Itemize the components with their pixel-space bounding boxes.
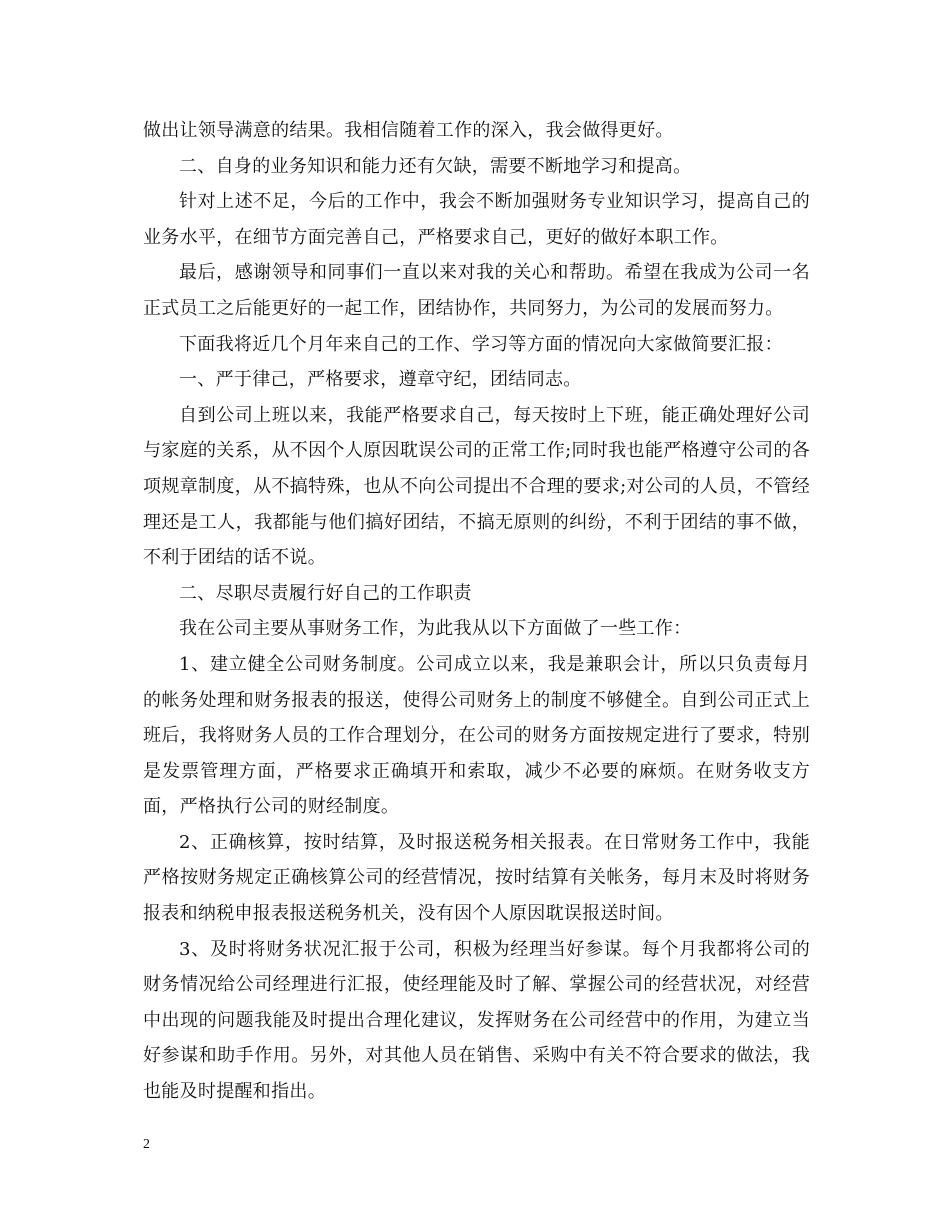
paragraph: 针对上述不足，今后的工作中，我会不断加强财务专业知识学习，提高自己的业务水平，在细节方面完善自己，严格要求自己，更好的做好本职工作。 xyxy=(143,191,810,248)
list-item: 1、建立健全公司财务制度。公司成立以来，我是兼职会计，所以只负责每月的帐务处理和财务报表的报送，使得公司财务上的制度不够健全。自到公司正式上班后，我将财务人员的工作合理划分，在公司的财务方面按规定进行了要求，特别是发票管理方面，严格要求正确填开和索取，减少不必要的麻烦。在财务收支方面，严格执行公司的财经制度。 xyxy=(143,653,810,818)
paragraph: 做出让领导满意的结果。我相信随着工作的深入，我会做得更好。 xyxy=(143,120,674,141)
document-body xyxy=(143,113,810,1110)
paragraph: 二、自身的业务知识和能力还有欠缺，需要不断地学习和提高。 xyxy=(179,155,692,177)
paragraph: 自到公司上班以来，我能严格要求自己，每天按时上下班，能正确处理好公司与家庭的关系，从不因个人原因耽误公司的正常工作;同时我也能严格遵守公司的各项规章制度，从不搞特殊，也从不向公司提出不合理的要求;对公司的人员，不管经理还是工人，我都能与他们搞好团结，不搞无原则的纠纷，不利于团结的事不做，不利于团结的话不说。 xyxy=(143,404,810,569)
paragraph: 下面我将近几个月年来自己的工作、学习等方面的情况向大家做简要汇报： xyxy=(179,333,783,355)
section-heading: 二、尽职尽责履行好自己的工作职责 xyxy=(179,582,472,604)
section-heading: 一、严于律己，严格要求，遵章守纪，团结同志。 xyxy=(179,369,582,391)
list-item: 3、及时将财务状况汇报于公司，积极为经理当好参谋。每个月我都将公司的财务情况给公司经理进行汇报，使经理能及时了解、掌握公司的经营状况，对经营中出现的问题我能及时提出合理化建议，发挥财务在公司经营中的作用，为建立当好参谋和助手作用。另外，对其他人员在销售、采购中有关不符合要求的做法，我也能及时提醒和指出。 xyxy=(143,938,810,1103)
list-item: 2、正确核算，按时结算，及时报送税务相关报表。在日常财务工作中，我能严格按财务规定正确核算公司的经营情况，按时结算有关帐务，每月末及时将财务报表和纳税申报表报送税务机关，没有因个人原因耽误报送时间。 xyxy=(143,831,810,925)
page-number: 2 xyxy=(143,1137,150,1152)
paragraph: 最后，感谢领导和同事们一直以来对我的关心和帮助。希望在我成为公司一名正式员工之后能更好的一起工作，团结协作，共同努力，为公司的发展而努力。 xyxy=(143,262,810,319)
paragraph: 我在公司主要从事财务工作，为此我从以下方面做了一些工作： xyxy=(179,618,692,640)
